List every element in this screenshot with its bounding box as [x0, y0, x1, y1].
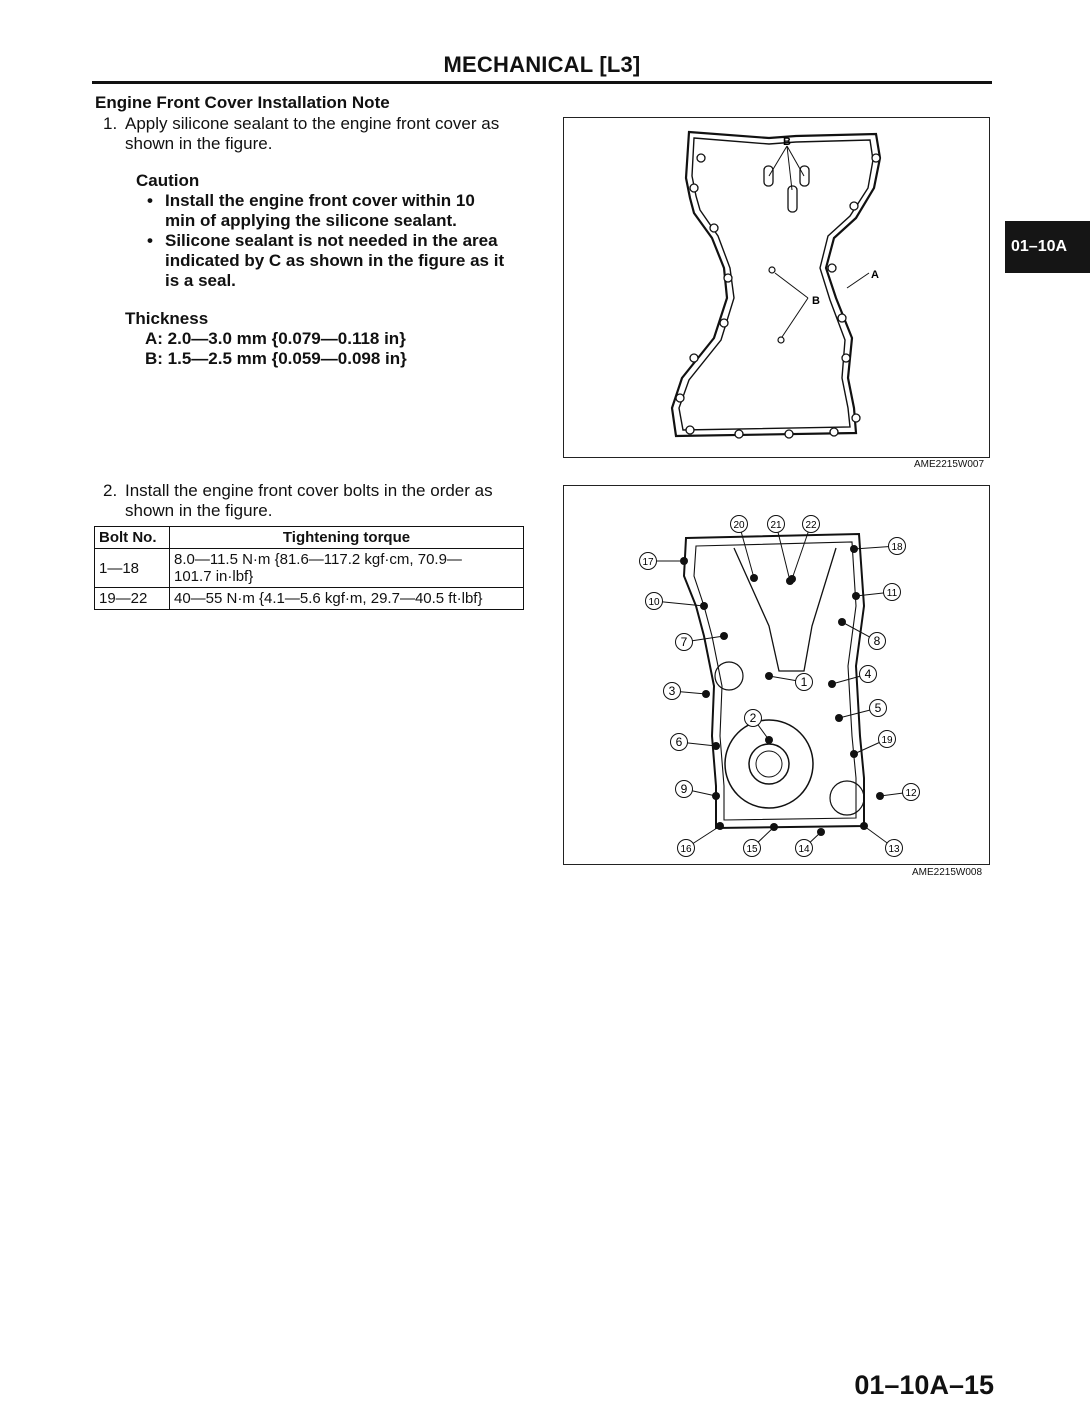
- figure-2-code: AME2215W008: [912, 867, 983, 878]
- bolt-number-21: 21: [770, 520, 782, 531]
- bolt-number-20: 20: [733, 520, 745, 531]
- bolt-number-5: 5: [874, 701, 882, 715]
- bolt-number-12: 12: [905, 788, 917, 799]
- bolt-number-10: 10: [648, 597, 660, 608]
- bolt-cell: 1—18: [95, 549, 170, 588]
- label-a: A: [871, 269, 879, 281]
- bolt-number-8: 8: [873, 634, 881, 648]
- crank-seal-inner: [756, 751, 782, 777]
- step-2-line-2: shown in the figure.: [125, 501, 273, 520]
- bolt-position-8: [838, 618, 846, 626]
- bolt-cell: 19—22: [95, 588, 170, 610]
- bolt-position-7: [720, 632, 728, 640]
- step-2-number: 2.: [103, 481, 118, 500]
- step-2: [103, 481, 523, 521]
- bolt-number-1: 1: [800, 675, 808, 689]
- bolt-position-9: [712, 792, 720, 800]
- thickness-a: A: 2.0—3.0 mm {0.079—0.118 in}: [145, 329, 406, 348]
- caution-heading: Caution: [136, 171, 200, 190]
- bolt-position-13: [860, 822, 868, 830]
- thickness-b: B: 1.5—2.5 mm {0.059—0.098 in}: [145, 349, 407, 368]
- bolt-position-4: [828, 680, 836, 688]
- bolt-position-20: [750, 574, 758, 582]
- bolt-number-19: 19: [881, 735, 893, 746]
- figure-1-code: AME2215W007: [914, 459, 985, 470]
- thickness-heading: Thickness: [125, 309, 209, 328]
- bolt-number-22: 22: [805, 520, 817, 531]
- bolt-number-3: 3: [668, 684, 676, 698]
- bolt-number-15: 15: [746, 844, 758, 855]
- torque-table: [94, 526, 524, 610]
- bolt-position-6: [712, 742, 720, 750]
- page-number: 01–10A–15: [854, 1370, 994, 1400]
- marker: [778, 337, 784, 343]
- bolt-number-14: 14: [798, 844, 810, 855]
- sealant-diagram: [564, 118, 989, 457]
- bolt-position-18: [850, 545, 858, 553]
- step-1-line-2: shown in the figure.: [125, 134, 273, 153]
- bolt-order-diagram: [564, 486, 989, 864]
- caution-item-2-line-1: Silicone sealant is not needed in the area: [165, 231, 498, 250]
- lower-boss: [830, 781, 864, 815]
- bolt-position-22: [788, 575, 796, 583]
- bolt-number-4: 4: [864, 667, 872, 681]
- bolt-number-7: 7: [680, 635, 688, 649]
- table-header-row: [95, 527, 524, 549]
- step-1-number: 1.: [103, 114, 118, 133]
- page-header-title: MECHANICAL [L3]: [443, 52, 641, 77]
- bolt-position-2: [765, 736, 773, 744]
- header-tightening-torque: Tightening torque: [170, 527, 524, 549]
- section-title: Engine Front Cover Installation Note: [95, 93, 390, 112]
- label-b-top: B: [783, 136, 791, 148]
- crank-seal: [749, 744, 789, 784]
- bolt-number-6: 6: [675, 735, 683, 749]
- table-row: [95, 588, 524, 610]
- center-rib: [734, 548, 836, 671]
- step-1: [103, 114, 523, 154]
- bolt-position-19: [850, 750, 858, 758]
- bolt-position-5: [835, 714, 843, 722]
- bolt-number-2: 2: [749, 711, 757, 725]
- section-side-tab: 01–10A: [1005, 221, 1090, 273]
- bolt-number-17: 17: [642, 557, 654, 568]
- step-2-line-1: Install the engine front cover bolts in the order as: [125, 481, 493, 500]
- bolt-position-14: [817, 828, 825, 836]
- figure-bolt-order: [563, 485, 990, 865]
- bolt-position-11: [852, 592, 860, 600]
- torque-cell: 40—55 N·m {4.1—5.6 kgf·m, 29.7—40.5 ft·lbf}: [170, 588, 524, 610]
- figure-sealant-application: [563, 117, 990, 458]
- torque-line: 8.0—11.5 N·m {81.6—117.2 kgf·cm, 70.9—: [174, 551, 462, 568]
- caution-item: [145, 231, 525, 291]
- torque-cell: [170, 549, 524, 588]
- torque-line: 101.7 in·lbf}: [174, 568, 254, 585]
- bolt-position-12: [876, 792, 884, 800]
- bolt-position-16: [716, 822, 724, 830]
- bolt-number-13: 13: [888, 844, 900, 855]
- caution-item-2-line-2: indicated by C as shown in the figure as it: [165, 251, 505, 270]
- label-b-mid: B: [812, 295, 820, 307]
- cover-outline: [672, 132, 880, 436]
- bolt-position-10: [700, 602, 708, 610]
- caution-item-2-line-3: is a seal.: [165, 271, 236, 290]
- caution-item-1-line-2: min of applying the silicone sealant.: [165, 211, 457, 230]
- table-row: [95, 549, 524, 588]
- bolt-number-16: 16: [680, 844, 692, 855]
- crank-boss: [725, 720, 813, 808]
- caution-list: [145, 191, 525, 291]
- marker: [769, 267, 775, 273]
- step-1-line-1: Apply silicone sealant to the engine front cover as: [125, 114, 500, 133]
- leader-lines: [769, 146, 869, 337]
- bolt-number-9: 9: [680, 782, 688, 796]
- bolt-position-17: [680, 557, 688, 565]
- caution-item-1-line-1: Install the engine front cover within 10: [165, 191, 475, 210]
- sealant-bead: [679, 138, 873, 430]
- bolt-position-15: [770, 823, 778, 831]
- bolt-holes: [676, 154, 880, 438]
- bolt-position-1: [765, 672, 773, 680]
- bolt-number-11: 11: [886, 588, 898, 599]
- left-boss: [715, 662, 743, 690]
- bolt-callouts: [640, 516, 920, 857]
- bolt-position-3: [702, 690, 710, 698]
- caution-item: [145, 191, 525, 231]
- bolt-number-18: 18: [891, 542, 903, 553]
- header-bolt-no: Bolt No.: [95, 527, 170, 549]
- header-rule: [92, 81, 992, 84]
